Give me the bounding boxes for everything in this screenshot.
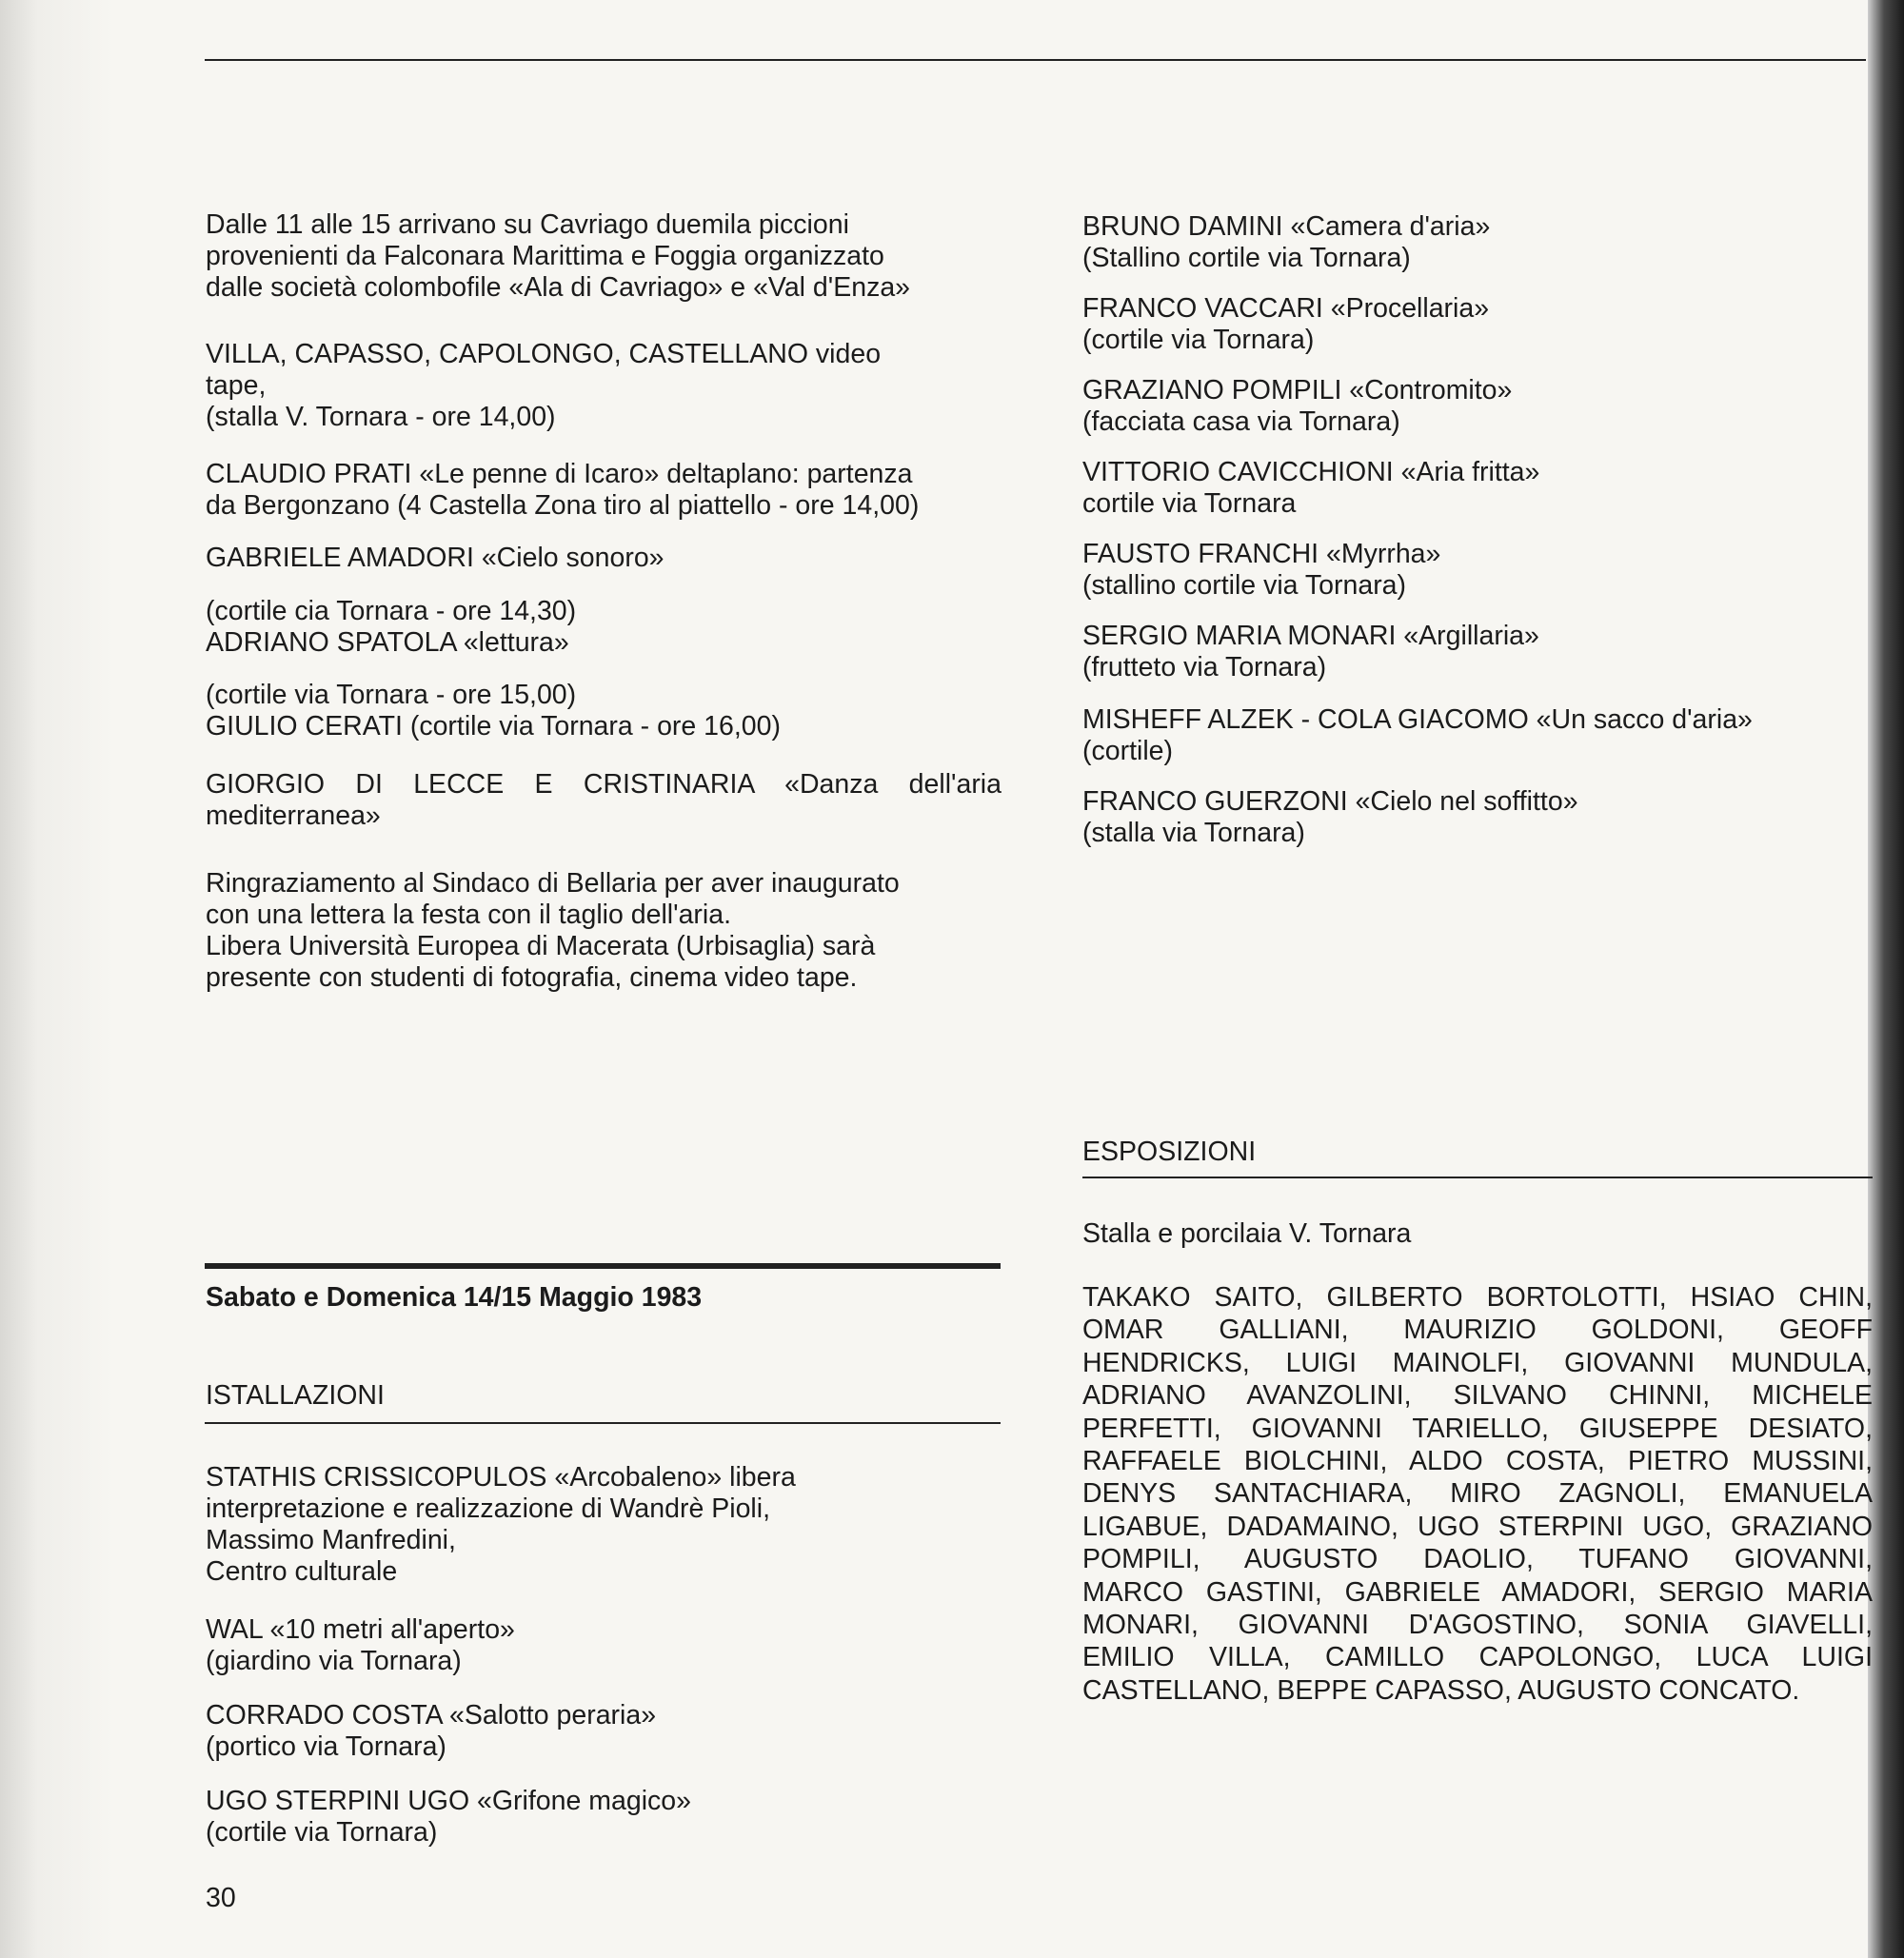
page-number: 30: [206, 1883, 236, 1913]
artist-line: MONARI, GIOVANNI D'AGOSTINO, SONIA GIAVELLI,: [1082, 1610, 1873, 1641]
installazioni-rule: [205, 1422, 1001, 1424]
weekend-heading: Sabato e Domenica 14/15 Maggio 1983: [206, 1282, 703, 1313]
event-misheff: [1082, 704, 1873, 767]
text-line: CLAUDIO PRATI «Le penne di Icaro» deltaplano: partenza: [206, 459, 913, 489]
text-line: VILLA, CAPASSO, CAPOLONGO, CASTELLANO video: [206, 339, 882, 369]
artist-line: MARCO GASTINI, GABRIELE AMADORI, SERGIO MARIA: [1082, 1576, 1873, 1608]
esposizioni-rule: [1082, 1177, 1873, 1178]
text-line: da Bergonzano (4 Castella Zona tiro al piattello - ore 14,00): [206, 490, 920, 521]
text-line: WAL «10 metri all'aperto»: [206, 1614, 515, 1645]
page-gutter-shadow: [0, 0, 114, 1958]
text-line: (stallino cortile via Tornara): [1082, 570, 1407, 601]
text-line: (cortile via Tornara): [1082, 325, 1315, 355]
text-line: VITTORIO CAVICCHIONI «Aria fritta»: [1082, 457, 1540, 487]
event-monari: [1082, 621, 1873, 683]
artist-line: EMILIO VILLA, CAMILLO CAPOLONGO, LUCA LUIGI: [1082, 1642, 1873, 1673]
text-line: FAUSTO FRANCHI «Myrrha»: [1082, 539, 1441, 569]
text-line: Dalle 11 alle 15 arrivano su Cavriago duemila piccioni: [206, 209, 849, 240]
event-cerati: [206, 680, 1005, 742]
text-line: (stalla via Tornara): [1082, 818, 1305, 848]
text-line: cortile via Tornara: [1082, 488, 1297, 519]
event-franchi: [1082, 539, 1873, 602]
event-damini: [1082, 211, 1873, 274]
event-di-lecce: [206, 769, 1002, 832]
text-line: tape,: [206, 370, 267, 401]
artist-line: RAFFAELE BIOLCHINI, ALDO COSTA, PIETRO MUSSINI,: [1082, 1446, 1873, 1477]
text-line: dalle società colombofile «Ala di Cavriago» e «Val d'Enza»: [206, 272, 911, 303]
installazione-sterpini: [206, 1786, 691, 1849]
text-line: GRAZIANO POMPILI «Contromito»: [1082, 375, 1513, 405]
text-line: Massimo Manfredini,: [206, 1525, 456, 1555]
installazione-wal: [206, 1614, 515, 1677]
artist-line: CASTELLANO, BEPPE CAPASSO, AUGUSTO CONCATO.: [1082, 1674, 1800, 1706]
text-line: MISHEFF ALZEK - COLA GIACOMO «Un sacco d'aria»: [1082, 704, 1753, 735]
text-line: Ringraziamento al Sindaco di Bellaria per aver inaugurato: [206, 868, 900, 899]
text-line: (Stallino cortile via Tornara): [1082, 243, 1411, 273]
event-spatola: [206, 596, 1005, 659]
esposizioni-location: Stalla e porcilaia V. Tornara: [1082, 1218, 1412, 1249]
text-line: (giardino via Tornara): [206, 1646, 462, 1676]
text-line: interpretazione e realizzazione di Wandrè Pioli,: [206, 1493, 771, 1524]
text-line: provenienti da Falconara Marittima e Foggia organizzato: [206, 241, 884, 271]
event-cavicchioni: [1082, 457, 1873, 520]
text-line: (stalla V. Tornara - ore 14,00): [206, 402, 556, 432]
text-line: FRANCO VACCARI «Procellaria»: [1082, 293, 1490, 324]
text-line: (cortile cia Tornara - ore 14,30): [206, 596, 577, 626]
esposizioni-artists: [1082, 1281, 1873, 1707]
installazioni-heading: ISTALLAZIONI: [206, 1380, 385, 1411]
event-prati: [206, 459, 1005, 522]
artist-line: ADRIANO AVANZOLINI, SILVANO CHINNI, MICHELE: [1082, 1380, 1873, 1412]
artist-line: HENDRICKS, LUIGI MAINOLFI, GIOVANNI MUNDULA,: [1082, 1347, 1873, 1378]
text-line: presente con studenti di fotografia, cinema video tape.: [206, 962, 858, 993]
text-line: FRANCO GUERZONI «Cielo nel soffitto»: [1082, 786, 1578, 817]
text-line: Libera Università Europea di Macerata (Urbisaglia) sarà: [206, 931, 876, 961]
event-amadori: [206, 543, 1005, 574]
installazione-crissicopulos: [206, 1462, 796, 1588]
weekend-top-rule: [205, 1263, 1001, 1269]
artist-line: TAKAKO SAITO, GILBERTO BORTOLOTTI, HSIAO CHIN,: [1082, 1282, 1873, 1313]
text-line: BRUNO DAMINI «Camera d'aria»: [1082, 211, 1491, 242]
text-line: GABRIELE AMADORI «Cielo sonoro»: [206, 543, 664, 573]
text-line: Centro culturale: [206, 1556, 398, 1587]
artist-line: LIGABUE, DADAMAINO, UGO STERPINI UGO, GRAZIANO: [1082, 1511, 1873, 1542]
page-edge: [1868, 0, 1904, 1958]
artist-line: OMAR GALLIANI, MAURIZIO GOLDONI, GEOFF: [1082, 1315, 1873, 1346]
top-rule: [205, 59, 1866, 61]
installazione-costa: [206, 1700, 656, 1763]
event-guerzoni: [1082, 786, 1873, 849]
artist-line: DENYS SANTACHIARA, MIRO ZAGNOLI, EMANUELA: [1082, 1478, 1873, 1510]
text-line: (portico via Tornara): [206, 1731, 446, 1762]
text-line: con una lettera la festa con il taglio dell'aria.: [206, 900, 732, 930]
artist-line: POMPILI, AUGUSTO DAOLIO, TUFANO GIOVANNI,: [1082, 1544, 1873, 1575]
text-line: SERGIO MARIA MONARI «Argillaria»: [1082, 621, 1539, 651]
event-ringraziamento: [206, 868, 1005, 994]
event-pompili: [1082, 375, 1873, 438]
event-pigeons: [206, 209, 1005, 304]
text-line: (cortile via Tornara): [206, 1817, 438, 1848]
text-line: mediterranea»: [206, 801, 381, 831]
event-video-tape: [206, 339, 1005, 433]
text-line: CORRADO COSTA «Salotto peraria»: [206, 1700, 657, 1731]
event-vaccari: [1082, 293, 1873, 356]
text-line: (facciata casa via Tornara): [1082, 406, 1400, 437]
artist-line: PERFETTI, GIOVANNI TARIELLO, GIUSEPPE DESIATO,: [1082, 1413, 1873, 1444]
text-line: GIORGIO DI LECCE E CRISTINARIA «Danza dell'aria: [206, 769, 1002, 800]
text-line: UGO STERPINI UGO «Grifone magico»: [206, 1786, 691, 1816]
text-line: (frutteto via Tornara): [1082, 652, 1327, 682]
esposizioni-heading: ESPOSIZIONI: [1082, 1137, 1257, 1167]
text-line: GIULIO CERATI (cortile via Tornara - ore 16,00): [206, 711, 781, 742]
text-line: ADRIANO SPATOLA «lettura»: [206, 627, 569, 658]
text-line: STATHIS CRISSICOPULOS «Arcobaleno» libera: [206, 1462, 796, 1493]
text-line: (cortile via Tornara - ore 15,00): [206, 680, 577, 710]
text-line: (cortile): [1082, 736, 1174, 766]
